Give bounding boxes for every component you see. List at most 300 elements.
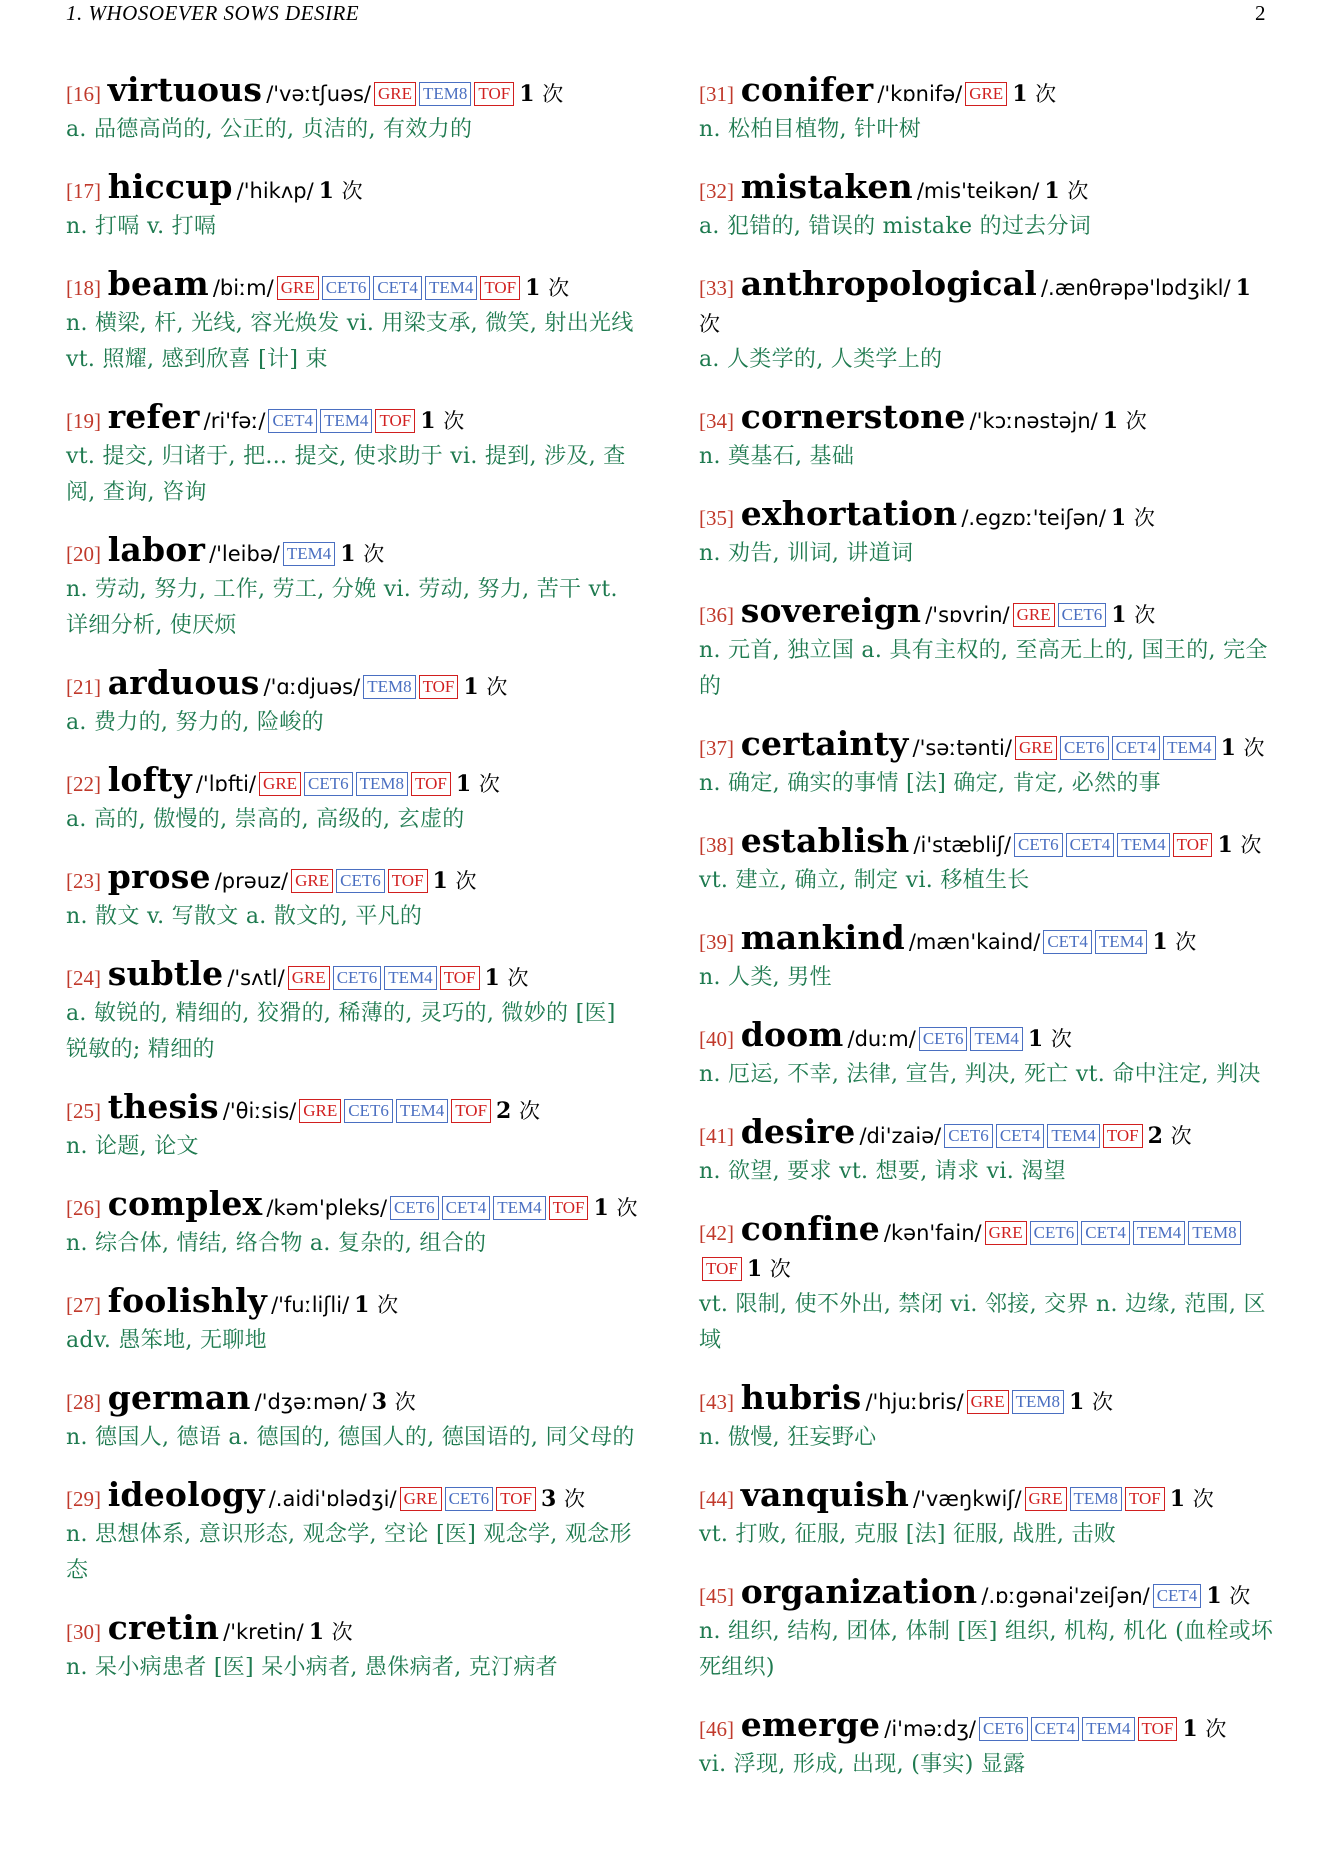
exam-tag: GRE — [259, 772, 301, 796]
headword: emerge — [740, 1705, 881, 1744]
vocab-entry — [66, 1186, 644, 1262]
exam-tag: GRE — [291, 869, 333, 893]
exam-tag: TEM4 — [1047, 1124, 1099, 1148]
entry-headline — [699, 1114, 1277, 1154]
headword: beam — [107, 264, 209, 303]
phonetic: /kəm'pleks/ — [266, 1196, 388, 1220]
entry-index: [23] — [66, 869, 101, 893]
phonetic: /ri'fəː/ — [203, 409, 266, 433]
occurrence-count: 1 次 — [1152, 929, 1197, 955]
entry-headline — [66, 1380, 644, 1420]
entry-index: [22] — [66, 772, 101, 796]
exam-tag: CET4 — [1112, 736, 1161, 760]
phonetic: /'səːtənti/ — [912, 736, 1012, 760]
occurrence-count: 1 次 — [463, 674, 508, 700]
exam-tag: TEM4 — [1133, 1221, 1185, 1245]
headword: establish — [740, 821, 910, 860]
headword: vanquish — [740, 1475, 910, 1514]
vocab-entry — [66, 762, 644, 838]
right-column — [699, 72, 1277, 1804]
headword: labor — [107, 530, 206, 569]
occurrence-count: 1 次 — [1217, 832, 1262, 858]
exam-tag: GRE — [985, 1221, 1027, 1245]
exam-tag: CET4 — [1081, 1221, 1130, 1245]
definition: a. 敏锐的, 精细的, 狡猾的, 稀薄的, 灵巧的, 微妙的 [医] 锐敏的; 精细的 — [66, 1001, 616, 1062]
definition: n. 思想体系, 意识形态, 观念学, 空论 [医] 观念学, 观念形态 — [66, 1522, 632, 1583]
definition: n. 松柏目植物, 针叶树 — [699, 117, 922, 142]
definition: n. 确定, 确实的事情 [法] 确定, 肯定, 必然的事 — [699, 771, 1161, 796]
vocab-entry — [699, 1477, 1277, 1553]
vocab-entry — [699, 823, 1277, 899]
vocab-entry — [66, 1283, 644, 1359]
exam-tag: CET4 — [268, 409, 317, 433]
count-unit: 次 — [519, 1099, 540, 1123]
definition: n. 组织, 结构, 团体, 体制 [医] 组织, 机构, 机化 (血栓或坏死组织) — [699, 1619, 1274, 1680]
exam-tag: TEM4 — [970, 1027, 1022, 1051]
exam-tag: TEM8 — [419, 82, 471, 106]
exam-tag: GRE — [967, 1390, 1009, 1414]
vocab-entry — [66, 859, 644, 935]
exam-tag: TOF — [474, 82, 514, 106]
vocab-entry — [699, 1380, 1277, 1456]
exam-tag: CET4 — [1031, 1717, 1080, 1741]
count-unit: 次 — [394, 1390, 416, 1414]
entry-index: [26] — [66, 1196, 101, 1220]
occurrence-count: 1 次 — [1012, 81, 1057, 107]
occurrence-count: 1 次 — [1069, 1389, 1114, 1415]
entry-headline — [66, 956, 644, 996]
entry-index: [37] — [699, 736, 734, 760]
entry-headline — [66, 859, 644, 899]
exam-tag: CET6 — [390, 1196, 439, 1220]
exam-tag: CET4 — [1153, 1584, 1202, 1608]
exam-tag: TEM4 — [1163, 736, 1215, 760]
entry-index: [44] — [699, 1487, 734, 1511]
entry-index: [25] — [66, 1099, 101, 1123]
occurrence-count: 1 次 — [1206, 1583, 1251, 1609]
phonetic: /duːm/ — [847, 1027, 916, 1051]
entry-headline — [699, 496, 1277, 536]
definition: a. 高的, 傲慢的, 崇高的, 高级的, 玄虚的 — [66, 807, 465, 832]
exam-tag: CET6 — [336, 869, 385, 893]
vocab-entry — [66, 1610, 644, 1686]
count-unit: 次 — [616, 1196, 638, 1220]
exam-tag: TOF — [411, 772, 451, 796]
entry-headline — [699, 1380, 1277, 1420]
count-unit: 次 — [1035, 82, 1057, 106]
count-unit: 次 — [1175, 930, 1197, 954]
count-unit: 次 — [542, 82, 564, 106]
count-unit: 次 — [363, 542, 385, 566]
exam-tag: GRE — [277, 276, 319, 300]
definition: vi. 浮现, 形成, 出现, (事实) 显露 — [699, 1752, 1026, 1777]
vocab-entry — [699, 1211, 1277, 1359]
headword: hubris — [740, 1378, 862, 1417]
count-unit: 次 — [1240, 833, 1262, 857]
exam-tag: GRE — [374, 82, 416, 106]
occurrence-count: 1 次 — [308, 1619, 353, 1645]
occurrence-count: 1 次 — [1027, 1026, 1072, 1052]
exam-tag: CET6 — [1014, 833, 1063, 857]
phonetic: /i'stæbliʃ/ — [913, 833, 1012, 857]
occurrence-count: 1 次 — [699, 275, 1251, 336]
entry-index: [41] — [699, 1124, 734, 1148]
headword: organization — [740, 1572, 978, 1611]
exam-tag: TOF — [496, 1487, 536, 1511]
entry-index: [19] — [66, 409, 101, 433]
entry-headline — [66, 72, 644, 112]
definition: vt. 限制, 使不外出, 禁闭 vi. 邻接, 交界 n. 边缘, 范围, 区域 — [699, 1292, 1266, 1353]
entry-headline — [66, 762, 644, 802]
entry-index: [38] — [699, 833, 734, 857]
headword: mankind — [740, 918, 905, 957]
exam-tag: TEM4 — [1095, 930, 1147, 954]
phonetic: /.egzɒː'teiʃən/ — [961, 506, 1106, 530]
entry-index: [27] — [66, 1293, 101, 1317]
exam-tag: GRE — [1025, 1487, 1067, 1511]
entry-index: [34] — [699, 409, 734, 433]
vocab-entry — [66, 72, 644, 148]
definition: n. 劳动, 努力, 工作, 劳工, 分娩 vi. 劳动, 努力, 苦干 vt. 详细分析, 使厌烦 — [66, 577, 618, 638]
exam-tag: TOF — [1125, 1487, 1165, 1511]
exam-tag: CET4 — [996, 1124, 1045, 1148]
left-column — [66, 72, 644, 1707]
entry-headline — [699, 1017, 1277, 1057]
phonetic: /mæn'kaind/ — [908, 930, 1041, 954]
exam-tag: GRE — [965, 82, 1007, 106]
definition: n. 德国人, 德语 a. 德国的, 德国人的, 德国语的, 同父母的 — [66, 1425, 635, 1450]
vocab-entry — [66, 1477, 644, 1589]
exam-tag: TEM4 — [396, 1099, 448, 1123]
headword: mistaken — [740, 167, 913, 206]
phonetic: /'hjuːbris/ — [865, 1390, 964, 1414]
definition: vt. 提交, 归诸于, 把... 提交, 使求助于 vi. 提到, 涉及, 查阅, 查询, 咨询 — [66, 444, 626, 505]
count-unit: 次 — [1125, 409, 1147, 433]
headword: ideology — [107, 1475, 265, 1514]
exam-tag: TOF — [375, 409, 415, 433]
definition: n. 奠基石, 基础 — [699, 444, 855, 469]
vocab-entry — [66, 266, 644, 378]
phonetic: /di'zaiə/ — [859, 1124, 942, 1148]
occurrence-count: 3 次 — [371, 1389, 416, 1415]
phonetic: /'kɔːnəstəjn/ — [969, 409, 1098, 433]
exam-tag: TEM4 — [1082, 1717, 1134, 1741]
occurrence-count: 1 次 — [519, 81, 564, 107]
phonetic: /'kretin/ — [223, 1620, 304, 1644]
occurrence-count: 1 次 — [484, 965, 529, 991]
occurrence-count: 1 次 — [455, 771, 500, 797]
vocab-entry — [66, 665, 644, 741]
count-unit: 次 — [377, 1293, 399, 1317]
phonetic: /'sɒvrin/ — [925, 603, 1010, 627]
headword: exhortation — [740, 494, 958, 533]
entry-index: [24] — [66, 966, 101, 990]
entry-headline — [66, 169, 644, 209]
exam-tag: GRE — [1015, 736, 1057, 760]
occurrence-count: 2 次 — [1147, 1123, 1192, 1149]
exam-tag: TEM4 — [493, 1196, 545, 1220]
phonetic: /biːm/ — [212, 276, 274, 300]
occurrence-count: 1 次 — [746, 1256, 791, 1282]
definition: n. 人类, 男性 — [699, 965, 832, 990]
count-unit: 次 — [1229, 1584, 1251, 1608]
occurrence-count: 1 次 — [340, 541, 385, 567]
entry-headline — [699, 72, 1277, 112]
entry-index: [16] — [66, 82, 101, 106]
headword: foolishly — [107, 1281, 268, 1320]
entry-headline — [66, 399, 644, 439]
exam-tag: GRE — [1013, 603, 1055, 627]
entry-headline — [66, 1610, 644, 1650]
exam-tag: TOF — [388, 869, 428, 893]
exam-tag: TOF — [480, 276, 520, 300]
headword: arduous — [107, 663, 260, 702]
vocab-entry — [699, 593, 1277, 705]
count-unit: 次 — [1050, 1027, 1072, 1051]
vocab-entry — [699, 920, 1277, 996]
definition: adv. 愚笨地, 无聊地 — [66, 1328, 267, 1353]
exam-tag: CET6 — [445, 1487, 494, 1511]
count-unit: 次 — [699, 312, 720, 336]
headword: prose — [107, 857, 211, 896]
page-header — [66, 0, 1266, 26]
count-unit: 次 — [1092, 1390, 1114, 1414]
occurrence-count: 1 次 — [318, 178, 363, 204]
vocab-entry — [699, 1707, 1277, 1783]
entry-headline — [699, 1211, 1277, 1287]
entry-headline — [699, 726, 1277, 766]
vocab-entry — [699, 496, 1277, 572]
headword: desire — [740, 1112, 856, 1151]
definition: vt. 建立, 确立, 制定 vi. 移植生长 — [699, 868, 1030, 893]
definition: vt. 打败, 征服, 克服 [法] 征服, 战胜, 击败 — [699, 1522, 1117, 1547]
entry-index: [36] — [699, 603, 734, 627]
exam-tag: CET4 — [442, 1196, 491, 1220]
definition: n. 散文 v. 写散文 a. 散文的, 平凡的 — [66, 904, 423, 929]
exam-tag: TEM4 — [384, 966, 436, 990]
exam-tag: TOF — [1138, 1717, 1178, 1741]
vocab-entry — [66, 956, 644, 1068]
occurrence-count: 1 次 — [432, 868, 477, 894]
phonetic: /'ɑːdjuəs/ — [263, 675, 361, 699]
entry-headline — [66, 532, 644, 572]
entry-headline — [699, 266, 1277, 342]
exam-tag: TOF — [440, 966, 480, 990]
definition: a. 犯错的, 错误的 mistake 的过去分词 — [699, 214, 1092, 239]
count-unit: 次 — [1205, 1717, 1227, 1741]
definition: a. 人类学的, 人类学上的 — [699, 347, 943, 372]
entry-index: [30] — [66, 1620, 101, 1644]
chapter-title: 1. WHOSOEVER SOWS DESIRE — [66, 0, 360, 25]
headword: complex — [107, 1184, 263, 1223]
page-number: 2 — [1255, 0, 1266, 25]
entry-index: [21] — [66, 675, 101, 699]
phonetic: /kən'fain/ — [883, 1221, 982, 1245]
exam-tag: CET6 — [919, 1027, 968, 1051]
phonetic: /'fuːliʃli/ — [271, 1293, 350, 1317]
headword: conifer — [740, 70, 874, 109]
exam-tag: TEM8 — [363, 675, 415, 699]
entry-headline — [699, 920, 1277, 960]
headword: doom — [740, 1015, 844, 1054]
occurrence-count: 1 次 — [1169, 1486, 1214, 1512]
entry-headline — [699, 593, 1277, 633]
count-unit: 次 — [1192, 1487, 1214, 1511]
definition: a. 费力的, 努力的, 险峻的 — [66, 710, 324, 735]
exam-tag: CET6 — [979, 1717, 1028, 1741]
exam-tag: CET6 — [1030, 1221, 1079, 1245]
occurrence-count: 1 次 — [525, 275, 570, 301]
entry-index: [17] — [66, 179, 101, 203]
count-unit: 次 — [507, 966, 529, 990]
definition: a. 品德高尚的, 公正的, 贞洁的, 有效力的 — [66, 117, 473, 142]
headword: certainty — [740, 724, 909, 763]
occurrence-count: 2 次 — [496, 1098, 540, 1124]
count-unit: 次 — [455, 869, 477, 893]
exam-tag: TEM8 — [356, 772, 408, 796]
entry-index: [46] — [699, 1717, 734, 1741]
exam-tag: CET6 — [1060, 736, 1109, 760]
entry-index: [29] — [66, 1487, 101, 1511]
vocab-entry — [699, 1017, 1277, 1093]
entry-headline — [66, 1186, 644, 1226]
headword: cretin — [107, 1608, 220, 1647]
exam-tag: TOF — [451, 1099, 491, 1123]
exam-tag: TEM8 — [1188, 1221, 1240, 1245]
phonetic: /i'məːdʒ/ — [884, 1717, 976, 1741]
exam-tag: TEM4 — [425, 276, 477, 300]
entry-headline — [66, 665, 644, 705]
vocab-entry — [699, 266, 1277, 378]
entry-headline — [699, 399, 1277, 439]
phonetic: /.ɒːgənai'zeiʃən/ — [981, 1584, 1150, 1608]
exam-tag: TOF — [1173, 833, 1213, 857]
phonetic: /.ænθrəpə'lɒdʒikl/ — [1040, 276, 1231, 300]
phonetic: /'hikʌp/ — [236, 179, 314, 203]
vocab-entry — [66, 1089, 644, 1165]
exam-tag: TEM4 — [1117, 833, 1169, 857]
exam-tag: GRE — [288, 966, 330, 990]
entry-index: [18] — [66, 276, 101, 300]
headword: virtuous — [107, 70, 263, 109]
count-unit: 次 — [331, 1620, 353, 1644]
count-unit: 次 — [341, 179, 363, 203]
phonetic: /prəuz/ — [214, 869, 289, 893]
phonetic: /'sʌtl/ — [227, 966, 285, 990]
exam-tag: GRE — [400, 1487, 442, 1511]
entry-index: [43] — [699, 1390, 734, 1414]
exam-tag: TOF — [1103, 1124, 1143, 1148]
vocab-entry — [699, 1114, 1277, 1190]
entry-index: [42] — [699, 1221, 734, 1245]
phonetic: /'kɒnifə/ — [877, 82, 963, 106]
exam-tag: TEM4 — [320, 409, 372, 433]
count-unit: 次 — [1133, 506, 1155, 530]
entry-headline — [699, 169, 1277, 209]
exam-tag: CET6 — [944, 1124, 993, 1148]
phonetic: /.aidi'ɒlədʒi/ — [268, 1487, 397, 1511]
definition: n. 打嗝 v. 打嗝 — [66, 214, 217, 239]
definition: n. 欲望, 要求 vt. 想要, 请求 vi. 渴望 — [699, 1159, 1066, 1184]
entry-headline — [66, 1477, 644, 1517]
definition: n. 论题, 论文 — [66, 1134, 199, 1159]
vocab-entry — [66, 1380, 644, 1456]
exam-tag: CET4 — [1043, 930, 1092, 954]
entry-index: [20] — [66, 542, 101, 566]
definition: n. 傲慢, 狂妄野心 — [699, 1425, 877, 1450]
occurrence-count: 1 次 — [593, 1195, 638, 1221]
vocab-entry — [699, 1574, 1277, 1686]
entry-index: [39] — [699, 930, 734, 954]
phonetic: /mis'teikən/ — [916, 179, 1040, 203]
occurrence-count: 1 次 — [1182, 1716, 1227, 1742]
count-unit: 次 — [1134, 603, 1156, 627]
count-unit: 次 — [443, 409, 465, 433]
entry-headline — [699, 1477, 1277, 1517]
occurrence-count: 1 次 — [354, 1292, 399, 1318]
count-unit: 次 — [1243, 736, 1265, 760]
entry-headline — [699, 1574, 1277, 1614]
exam-tag: CET6 — [304, 772, 353, 796]
headword: confine — [740, 1209, 880, 1248]
count-unit: 次 — [563, 1487, 585, 1511]
exam-tag: CET6 — [344, 1099, 393, 1123]
occurrence-count: 1 次 — [420, 408, 465, 434]
occurrence-count: 1 次 — [1111, 602, 1156, 628]
definition: n. 劝告, 训词, 讲道词 — [699, 541, 914, 566]
count-unit: 次 — [1067, 179, 1089, 203]
count-unit: 次 — [1170, 1124, 1192, 1148]
exam-tag: TEM4 — [283, 542, 335, 566]
count-unit: 次 — [486, 675, 508, 699]
entry-headline — [699, 1707, 1277, 1747]
entry-headline — [699, 823, 1277, 863]
vocab-entry — [66, 532, 644, 644]
occurrence-count: 1 次 — [1044, 178, 1089, 204]
entry-headline — [66, 1089, 644, 1129]
occurrence-count: 3 次 — [540, 1486, 585, 1512]
entry-headline — [66, 1283, 644, 1323]
entry-index: [33] — [699, 276, 734, 300]
exam-tag: CET6 — [333, 966, 382, 990]
entry-index: [40] — [699, 1027, 734, 1051]
headword: thesis — [107, 1087, 219, 1126]
phonetic: /'lɒfti/ — [195, 772, 257, 796]
headword: sovereign — [740, 591, 922, 630]
entry-index: [28] — [66, 1390, 101, 1414]
vocab-entry — [66, 399, 644, 511]
exam-tag: CET4 — [1066, 833, 1115, 857]
count-unit: 次 — [478, 772, 500, 796]
exam-tag: TEM8 — [1012, 1390, 1064, 1414]
vocab-entry — [699, 726, 1277, 802]
vocab-entry — [699, 169, 1277, 245]
phonetic: /'væŋkwiʃ/ — [913, 1487, 1022, 1511]
headword: german — [107, 1378, 251, 1417]
headword: anthropological — [740, 264, 1037, 303]
vocab-entry — [66, 169, 644, 245]
occurrence-count: 1 次 — [1110, 505, 1155, 531]
definition: n. 横梁, 杆, 光线, 容光焕发 vi. 用梁支承, 微笑, 射出光线 vt. 照耀, 感到欣喜 [计] 束 — [66, 311, 634, 372]
entry-index: [32] — [699, 179, 734, 203]
exam-tag: CET6 — [1058, 603, 1107, 627]
exam-tag: TEM8 — [1070, 1487, 1122, 1511]
headword: hiccup — [107, 167, 233, 206]
vocab-entry — [699, 399, 1277, 475]
exam-tag: CET4 — [373, 276, 422, 300]
count-unit: 次 — [548, 276, 570, 300]
exam-tag: TOF — [419, 675, 459, 699]
